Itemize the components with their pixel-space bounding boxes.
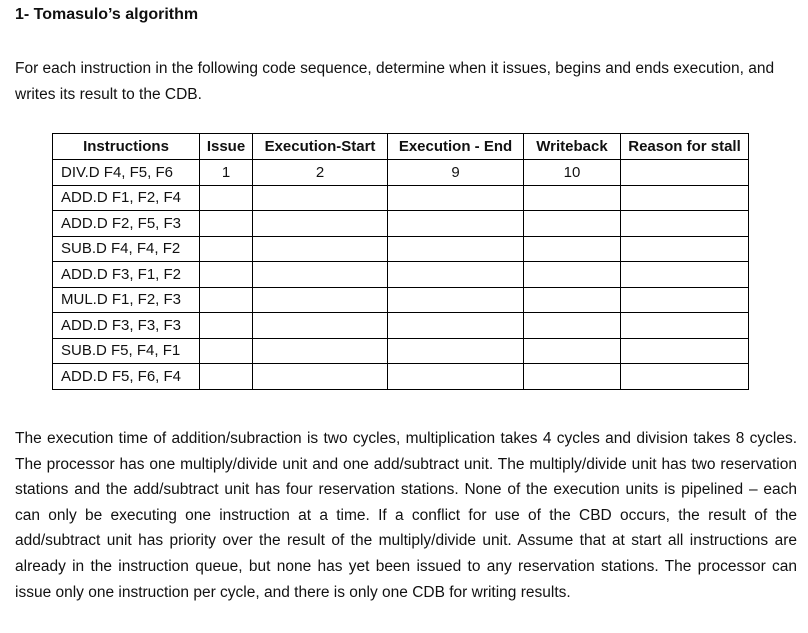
table-row <box>53 262 749 288</box>
instruction-cell: SUB.D F4, F4, F2 <box>53 236 200 262</box>
reason-cell <box>621 159 749 185</box>
issue-cell <box>200 211 253 237</box>
execution-start-cell <box>253 185 388 211</box>
instruction-cell: ADD.D F1, F2, F4 <box>53 185 200 211</box>
writeback-cell: 10 <box>524 159 621 185</box>
table-row <box>53 313 749 339</box>
header-execution-end: Execution - End <box>388 134 524 160</box>
issue-cell <box>200 185 253 211</box>
issue-cell <box>200 338 253 364</box>
writeback-cell <box>524 287 621 313</box>
instruction-cell: ADD.D F3, F3, F3 <box>53 313 200 339</box>
execution-start-cell <box>253 313 388 339</box>
schedule-table-container <box>52 133 749 390</box>
header-instructions: Instructions <box>53 134 200 160</box>
instruction-cell: ADD.D F3, F1, F2 <box>53 262 200 288</box>
writeback-cell <box>524 262 621 288</box>
writeback-cell <box>524 236 621 262</box>
table-row <box>53 287 749 313</box>
issue-cell <box>200 262 253 288</box>
reason-cell <box>621 262 749 288</box>
header-reason-for-stall: Reason for stall <box>621 134 749 160</box>
instruction-cell: DIV.D F4, F5, F6 <box>53 159 200 185</box>
writeback-cell <box>524 211 621 237</box>
execution-start-cell <box>253 338 388 364</box>
writeback-cell <box>524 338 621 364</box>
execution-end-cell <box>388 185 524 211</box>
table-row <box>53 159 749 185</box>
instruction-cell: SUB.D F5, F4, F1 <box>53 338 200 364</box>
header-writeback: Writeback <box>524 134 621 160</box>
execution-start-cell <box>253 287 388 313</box>
instruction-cell: MUL.D F1, F2, F3 <box>53 287 200 313</box>
issue-cell <box>200 287 253 313</box>
table-row <box>53 211 749 237</box>
writeback-cell <box>524 185 621 211</box>
reason-cell <box>621 236 749 262</box>
intro-paragraph: For each instruction in the following code sequence, determine when it issues, begins and ends execution, and writes its result to the CDB. <box>15 60 775 103</box>
instruction-cell: ADD.D F5, F6, F4 <box>53 364 200 390</box>
table-row <box>53 364 749 390</box>
issue-cell: 1 <box>200 159 253 185</box>
execution-start-cell <box>253 262 388 288</box>
reason-cell <box>621 211 749 237</box>
issue-cell <box>200 364 253 390</box>
execution-start-cell <box>253 211 388 237</box>
instruction-cell: ADD.D F2, F5, F3 <box>53 211 200 237</box>
writeback-cell <box>524 313 621 339</box>
reason-cell <box>621 313 749 339</box>
table-row <box>53 185 749 211</box>
reason-cell <box>621 338 749 364</box>
execution-start-cell <box>253 236 388 262</box>
reason-cell <box>621 287 749 313</box>
execution-end-cell <box>388 338 524 364</box>
execution-end-cell <box>388 287 524 313</box>
schedule-table <box>52 133 749 390</box>
table-header-row <box>53 134 749 160</box>
execution-end-cell <box>388 236 524 262</box>
description-paragraph: The execution time of addition/subraction is two cycles, multiplication takes 4 cycles and division takes 8 cycles. The processor has one multiply/divide unit and one add/subtract unit. The multiply/divide unit has two reservation stations and the add/subtract unit has four reservation stations. None of the execution units is pipelined – each can only be executing one instruction at a time. If a conflict for use of the CBD occurs, the result of the add/subtract unit has priority over the result of the multiply/divide unit. Assume that at start all instructions are already in the instruction queue, but none has yet been issued to any reservation stations. The processor can issue only one instruction per cycle, and there is only one CDB for writing results. <box>15 430 797 601</box>
issue-cell <box>200 313 253 339</box>
reason-cell <box>621 364 749 390</box>
table-row <box>53 236 749 262</box>
header-issue: Issue <box>200 134 253 160</box>
reason-cell <box>621 185 749 211</box>
execution-end-cell <box>388 262 524 288</box>
table-row <box>53 338 749 364</box>
execution-start-cell <box>253 364 388 390</box>
execution-end-cell <box>388 313 524 339</box>
execution-end-cell <box>388 364 524 390</box>
section-heading: 1- Tomasulo’s algorithm <box>15 6 199 23</box>
header-execution-start: Execution-Start <box>253 134 388 160</box>
execution-start-cell: 2 <box>253 159 388 185</box>
execution-end-cell: 9 <box>388 159 524 185</box>
writeback-cell <box>524 364 621 390</box>
execution-end-cell <box>388 211 524 237</box>
issue-cell <box>200 236 253 262</box>
